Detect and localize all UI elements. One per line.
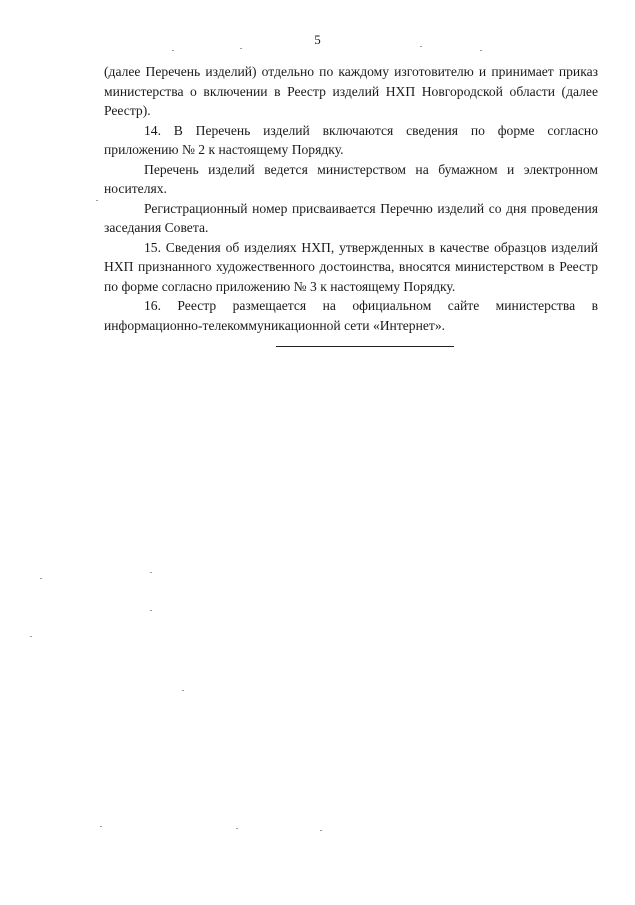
scan-speck	[236, 828, 238, 829]
scan-speck	[40, 578, 42, 579]
scan-speck	[480, 50, 482, 51]
scan-speck	[100, 826, 102, 827]
document-body	[104, 62, 598, 335]
closing-rule	[276, 346, 454, 347]
page-number: 5	[314, 32, 321, 47]
scan-speck	[96, 200, 98, 201]
scan-speck	[320, 830, 322, 831]
scan-speck	[240, 48, 242, 49]
paragraph-15: 15. Сведения об изделиях НХП, утвержденных в качестве образцов изделий НХП признанного художественного достоинства, вносятся министерством в Реестр по форме согласно приложению № 3 к настоящему Порядку.	[104, 239, 598, 294]
scan-speck	[182, 690, 184, 691]
paragraph-list-maintenance: Перечень изделий ведется министерством на бумажном и электронном носителях.	[104, 161, 598, 196]
paragraph-14: 14. В Перечень изделий включаются сведения по форме согласно приложению № 2 к настоящему Порядку.	[104, 122, 598, 157]
scan-speck	[30, 636, 32, 637]
paragraph-registration-number: Регистрационный номер присваивается Перечню изделий со дня проведения заседания Совета.	[104, 200, 598, 235]
paragraph-16: 16. Реестр размещается на официальном сайте министерства в информационно-телекоммуникационной сети «Интернет».	[104, 298, 598, 333]
scan-speck	[150, 572, 152, 573]
scan-speck	[420, 46, 422, 47]
paragraph-continuation: (далее Перечень изделий) отдельно по каждому изготовителю и принимает приказ министерства о включении в Реестр изделий НХП Новгородской области (далее Реестр).	[104, 64, 598, 118]
scan-speck	[150, 610, 152, 611]
scan-speck	[172, 50, 174, 51]
